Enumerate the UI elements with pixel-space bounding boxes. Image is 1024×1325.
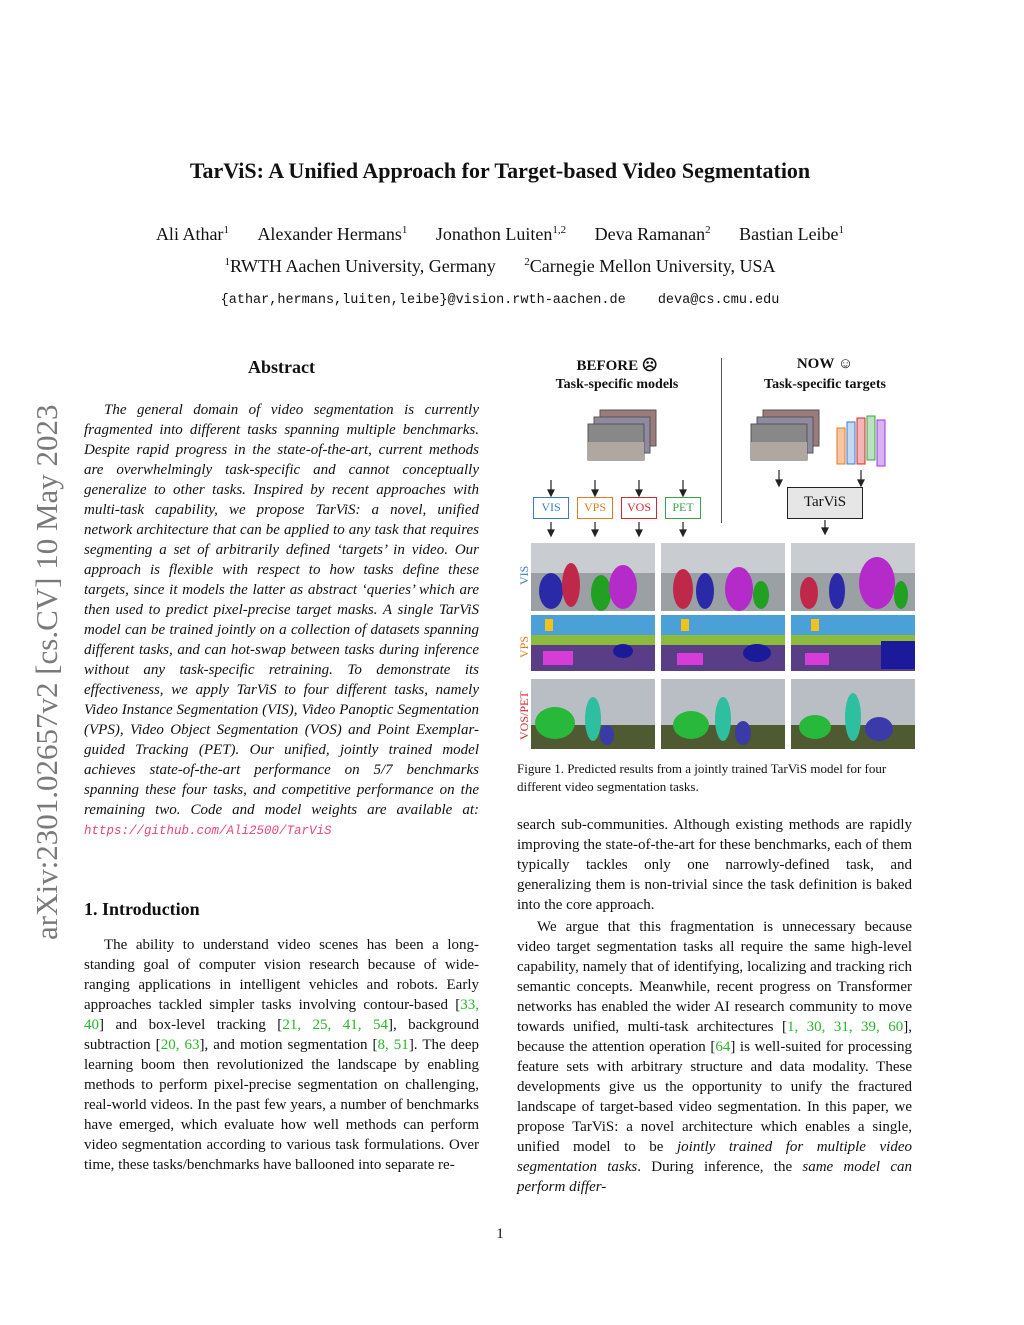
now-subtitle: Task-specific targets: [764, 377, 886, 392]
affiliation: $^1$RWTH Aachen University, Germany: [224, 256, 496, 276]
author: Deva Ramanan$^2$: [594, 224, 711, 244]
section-heading: 1. Introduction: [84, 899, 200, 919]
author: Bastian Leibe$^1$: [739, 224, 845, 244]
page-number: 1: [496, 1226, 504, 1242]
task-box-vis: VIS: [533, 497, 569, 519]
citation[interactable]: 33, 40: [84, 997, 479, 1033]
affiliation: $^2$Carnegie Mellon University, USA: [524, 256, 776, 276]
vis-frame: [661, 543, 785, 611]
citation[interactable]: 20, 63: [160, 1037, 200, 1053]
code-link[interactable]: https://github.com/Ali2500/TarViS: [84, 824, 332, 838]
task-box-vps: VPS: [577, 497, 613, 519]
row-label-vps: VPS: [517, 635, 531, 658]
result-grid: [531, 543, 915, 751]
citation[interactable]: 64: [715, 1039, 731, 1055]
architecture-diagram: [517, 350, 917, 550]
row-label-vos-pet: VOS/PET: [517, 691, 531, 740]
video-frames-before: [588, 410, 656, 460]
row-label-vis: VIS: [517, 565, 531, 585]
vps-frame: [661, 615, 785, 671]
vps-frame: [791, 615, 915, 671]
figure-caption: Figure 1. Predicted results from a jointly trained TarViS model for four different video segmentation tasks.: [517, 761, 887, 794]
intro-paragraph: The ability to understand video scenes has been a long-standing goal of computer vision research because of wide-ranging applications in intelligent vehicles and robots. Early approaches tackled simpler tasks involving contour-based [33, 40] and box-level tracking [21, 25, 41, 54], background subtraction [20, 63], and motion segmentation [8, 51]. The deep learning boom then revolutionized the landscape by enabling methods to perform pixel-precise segmentation on challenging, real-world videos. In the past few years, a number of benchmarks have emerged, which evaluate how well methods can perform video segmentation according to various task formulations. Over time, these tasks/benchmarks have ballooned into separate re-: [84, 937, 479, 1173]
intro-paragraph: We argue that this fragmentation is unnecessary because video target segmentation tasks all require the same high-level capability, namely that of identifying, localizing and tracking rich semantic concepts. Meanwhile, recent progress on Transformer networks has enabled the wider AI research community to move towards unified, multi-task architectures [1, 30, 31, 39, 60], because the attention operation [64] is well-suited for processing feature sets with arbitrary structure and data modality. These developments give us the opportunity to unify the fractured landscape of target-based video segmentation. In this paper, we propose TarViS: a novel architecture which enables a single, unified model to be jointly trained for multiple video segmentation tasks. During inference, the same model can perform differ-: [517, 919, 913, 1195]
abstract-heading: Abstract: [248, 357, 315, 377]
vos-frame: [791, 679, 915, 749]
vos-frame: [531, 679, 655, 749]
right-column: [517, 815, 912, 1199]
citation[interactable]: 8, 51: [377, 1037, 409, 1053]
video-frames-now: [751, 410, 819, 460]
arxiv-stamp: arXiv:2301.02657v2 [cs.CV] 10 May 2023: [29, 404, 64, 940]
before-subtitle: Task-specific models: [555, 377, 679, 392]
email-list: [0, 293, 1000, 308]
before-title: BEFORE ☹: [576, 358, 658, 374]
task-box-vos: VOS: [621, 497, 657, 519]
email: deva@cs.cmu.edu: [657, 293, 780, 308]
author: Jonathon Luiten$^{1,2}$: [435, 224, 567, 244]
author: Alexander Hermans$^1$: [257, 224, 408, 244]
figure-1: [517, 350, 917, 755]
paper-title: TarViS: A Unified Approach for Target-based Video Segmentation: [189, 158, 811, 183]
author: Ali Athar$^1$: [155, 224, 229, 244]
abstract-body: [84, 400, 479, 841]
query-stack-icon: [837, 416, 885, 466]
affiliation-list: [0, 256, 1000, 277]
citation[interactable]: 1, 30, 31, 39, 60: [786, 1019, 904, 1035]
author-list: [0, 224, 1000, 245]
task-box-pet: PET: [665, 497, 701, 519]
email: {athar,hermans,luiten,leibe}@vision.rwth-aachen.de: [220, 293, 626, 308]
vps-frame: [531, 615, 655, 671]
citation[interactable]: 21, 25, 41, 54: [282, 1017, 388, 1033]
now-title: NOW ☺: [796, 356, 854, 372]
vis-frame: [531, 543, 655, 611]
tarvis-model-box: TarViS: [787, 487, 863, 519]
vis-frame: [791, 543, 915, 611]
intro-paragraph: search sub-communities. Although existing methods are rapidly improving the state-of-the-art for these benchmarks, each of them typically tackles only one narrowly-defined task, and generalizing them is non-trivial since the task definition is baked into the core approach.: [517, 817, 912, 913]
abstract-text: The general domain of video segmentation is currently fragmented into different tasks spanning multiple benchmarks. Despite rapid progress in the state-of-the-art, current methods are overwhelmingly task-specific and cannot conceptually generalize to other tasks. Inspired by recent approaches with multi-task capability, we propose TarViS: a novel, unified network architecture that can be applied to any task that requires segmenting a set of arbitrarily defined ‘targets’ in video. Our approach is flexible with respect to how tasks define these targets, since it models the latter as abstract ‘queries’ which are then used to predict pixel-precise target masks. A single TarViS model can be trained jointly on a collection of datasets spanning different tasks, and can hot-swap between tasks during inference without any task-specific retraining. To demonstrate its effectiveness, we apply TarViS to four different tasks, namely Video Instance Segmentation (VIS), Video Panoptic Segmentation (VPS), Video Object Segmentation (VOS) and Point Exemplar-guided Tracking (PET). Our unified, jointly trained model achieves state-of-the-art performance on 5/7 benchmarks spanning these four tasks, and competitive performance on the remaining two. Code and model weights are available at:: [84, 402, 479, 818]
vos-frame: [661, 679, 785, 749]
